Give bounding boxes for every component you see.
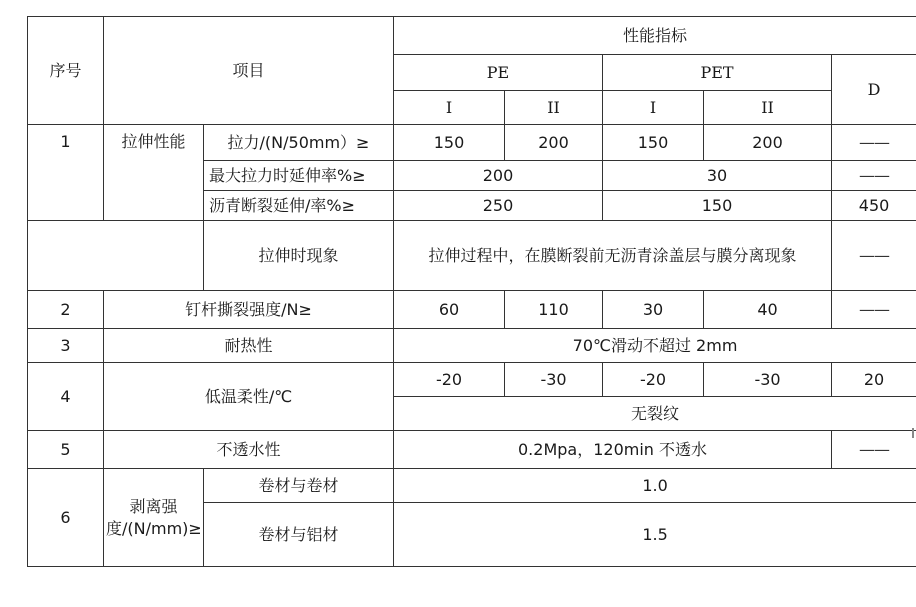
- header-item: 项目: [104, 17, 394, 125]
- row2-d: ——: [832, 291, 916, 329]
- row3-value: 70℃滑动不超过 2mm: [394, 329, 916, 363]
- row2-label: 钉杆撕裂强度/N≥: [104, 291, 394, 329]
- row1-asphalt-label: 沥青断裂延伸/率%≥: [204, 191, 394, 221]
- scroll-edge-mark: [912, 428, 914, 438]
- row1-elong-label: 最大拉力时延伸率%≥: [204, 161, 394, 191]
- row2-pe2: 110: [505, 291, 603, 329]
- row4-pet1: -20: [603, 363, 704, 397]
- header-pe-grade-1: I: [394, 91, 505, 125]
- row4-pe2: -30: [505, 363, 603, 397]
- header-d: D: [832, 55, 916, 125]
- row1-elong-pet: 30: [603, 161, 832, 191]
- row1-phenomenon-label: 拉伸时现象: [204, 221, 394, 291]
- row1-tension-pe2: 200: [505, 125, 603, 161]
- row1-asphalt-pe: 250: [394, 191, 603, 221]
- row1-tension-pet1: 150: [603, 125, 704, 161]
- row2-seq: 2: [28, 291, 104, 329]
- row1-asphalt-d: 450: [832, 191, 916, 221]
- row1-tension-d: ——: [832, 125, 916, 161]
- row6-sub1-value: 1.0: [394, 469, 916, 503]
- header-performance: 性能指标: [394, 17, 916, 55]
- row4-result: 无裂纹: [394, 397, 916, 431]
- row4-d: 20: [832, 363, 916, 397]
- row1-group: 拉伸性能: [104, 125, 204, 221]
- row6-sub1-label: 卷材与卷材: [204, 469, 394, 503]
- row1-elong-d: ——: [832, 161, 916, 191]
- header-seq: 序号: [28, 17, 104, 125]
- row4-pet2: -30: [704, 363, 832, 397]
- row5-label: 不透水性: [104, 431, 394, 469]
- performance-spec-table: [27, 16, 916, 567]
- row3-label: 耐热性: [104, 329, 394, 363]
- row1-phenomenon-text: 拉伸过程中，在膜断裂前无沥青涂盖层与膜分离现象: [394, 221, 832, 291]
- row1-phenomenon-group-empty: [104, 221, 204, 291]
- row1-elong-pe: 200: [394, 161, 603, 191]
- row1-tension-label: 拉力/(N/50mm）≥: [204, 125, 394, 161]
- row1-phenomenon-seq-empty: [28, 221, 104, 291]
- row6-sub2-label: 卷材与铝材: [204, 503, 394, 567]
- row1-tension-pet2: 200: [704, 125, 832, 161]
- row1-asphalt-pet: 150: [603, 191, 832, 221]
- row2-pet1: 30: [603, 291, 704, 329]
- header-pet: PET: [603, 55, 832, 91]
- row2-pe1: 60: [394, 291, 505, 329]
- row5-seq: 5: [28, 431, 104, 469]
- row6-sub2-value: 1.5: [394, 503, 916, 567]
- row5-value: 0.2Mpa，120min 不透水: [394, 431, 832, 469]
- row2-pet2: 40: [704, 291, 832, 329]
- row4-seq: 4: [28, 363, 104, 431]
- header-pe-grade-2: II: [505, 91, 603, 125]
- row5-d: ——: [832, 431, 916, 469]
- row3-seq: 3: [28, 329, 104, 363]
- row4-label: 低温柔性/℃: [104, 363, 394, 431]
- row1-seq: 1: [28, 125, 104, 221]
- header-pe: PE: [394, 55, 603, 91]
- header-pet-grade-1: I: [603, 91, 704, 125]
- row1-tension-pe1: 150: [394, 125, 505, 161]
- row1-phenomenon-d: ——: [832, 221, 916, 291]
- row6-seq: 6: [28, 469, 104, 567]
- row6-group: 剥离强度/(N/mm)≥: [104, 469, 204, 567]
- row4-pe1: -20: [394, 363, 505, 397]
- header-pet-grade-2: II: [704, 91, 832, 125]
